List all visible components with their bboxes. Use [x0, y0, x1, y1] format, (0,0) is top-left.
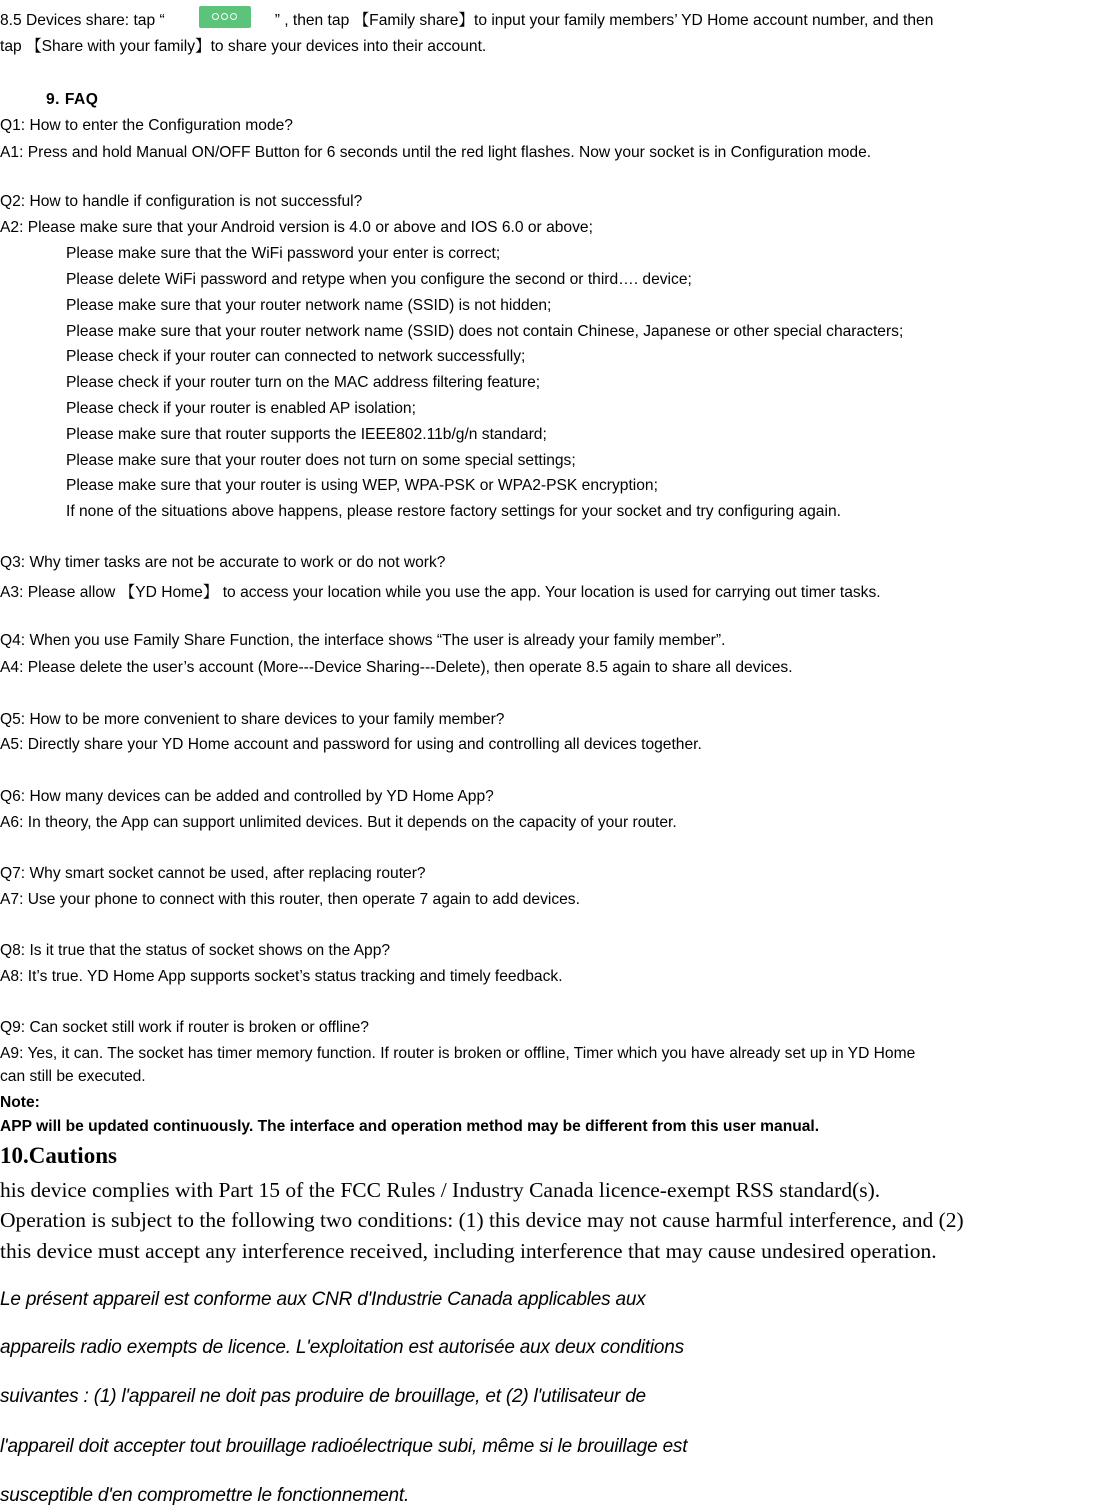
note-text: APP will be updated continuously. The interface and operation method may be different from this user manual. — [0, 1118, 820, 1135]
faq-a2-item: Please check if your router can connected to network successfully; — [66, 348, 526, 365]
faq-a2-item: Please make sure that router supports the IEEE802.11b/g/n standard; — [66, 426, 547, 443]
more-dots-icon — [199, 6, 251, 28]
faq-a5: A5: Directly share your YD Home account and password for using and controlling all devices together. — [0, 736, 702, 753]
faq-a6: A6: In theory, the App can support unlimited devices. But it depends on the capacity of your router. — [0, 814, 677, 831]
cautions-fr-line: Le présent appareil est conforme aux CNR d'Industrie Canada applicables aux — [0, 1289, 646, 1310]
faq-a2-item: Please make sure that the WiFi password your enter is correct; — [66, 245, 501, 262]
faq-a4: A4: Please delete the user’s account (More---Device Sharing---Delete), then operate 8.5 again to share all devices. — [0, 659, 793, 676]
faq-a8: A8: It’s true. YD Home App supports socket’s status tracking and timely feedback. — [0, 968, 563, 985]
faq-a2-item: Please delete WiFi password and retype when you configure the second or third…. device; — [66, 271, 692, 288]
faq-a2: A2: Please make sure that your Android version is 4.0 or above and IOS 6.0 or above; — [0, 219, 593, 236]
faq-a9-line-1: A9: Yes, it can. The socket has timer memory function. If router is broken or offline, Timer which you have already set up in YD Home — [0, 1045, 916, 1062]
faq-q4: Q4: When you use Family Share Function, the interface shows “The user is already your family member”. — [0, 632, 726, 649]
faq-q1: Q1: How to enter the Configuration mode? — [0, 117, 293, 134]
note-label: Note: — [0, 1094, 40, 1111]
share-instruction-line-1 — [0, 8, 933, 32]
faq-q2: Q2: How to handle if configuration is not successful? — [0, 193, 363, 210]
faq-q7: Q7: Why smart socket cannot be used, after replacing router? — [0, 865, 426, 882]
faq-q8: Q8: Is it true that the status of socket shows on the App? — [0, 942, 391, 959]
cautions-title: 10.Cautions — [0, 1143, 117, 1168]
cautions-fr-line: susceptible d'en compromettre le fonctionnement. — [0, 1485, 410, 1506]
faq-a1: A1: Press and hold Manual ON/OFF Button for 6 seconds until the red light flashes. Now your socket is in Configuration mode. — [0, 144, 872, 161]
cautions-en-line: this device must accept any interference received, including interference that may cause undesired operation. — [0, 1239, 937, 1263]
faq-a9-line-2: can still be executed. — [0, 1068, 146, 1085]
faq-a2-item: Please check if your router turn on the MAC address filtering feature; — [66, 374, 541, 391]
faq-q5: Q5: How to be more convenient to share devices to your family member? — [0, 711, 505, 728]
cautions-fr-line: l'appareil doit accepter tout brouillage radioélectrique subi, même si le brouillage est — [0, 1436, 688, 1457]
faq-a2-item: Please make sure that your router is using WEP, WPA-PSK or WPA2-PSK encryption; — [66, 477, 658, 494]
faq-q6: Q6: How many devices can be added and controlled by YD Home App? — [0, 788, 494, 805]
faq-a2-item: Please make sure that your router does not turn on some special settings; — [66, 452, 576, 469]
share-text-after-icon: ” , then tap 【Family share】to input your family members’ YD Home account number, and then — [274, 12, 934, 29]
share-text-before-icon: 8.5 Devices share: tap “ — [0, 12, 165, 29]
faq-a2-item: Please make sure that your router network name (SSID) does not contain Chinese, Japanese or other special characters; — [66, 323, 904, 340]
faq-a2-item: Please check if your router is enabled AP isolation; — [66, 400, 416, 417]
share-instruction-line-2: tap 【Share with your family】to share your devices into their account. — [0, 38, 487, 55]
faq-a3: A3: Please allow 【YD Home】 to access your location while you use the app. Your location is used for carrying out timer tasks. — [0, 584, 881, 601]
faq-q9: Q9: Can socket still work if router is broken or offline? — [0, 1019, 369, 1036]
cautions-fr-line: appareils radio exempts de licence. L'exploitation est autorisée aux deux conditions — [0, 1337, 684, 1358]
cautions-fr-line: suivantes : (1) l'appareil ne doit pas produire de brouillage, et (2) l'utilisateur de — [0, 1386, 646, 1407]
cautions-en-line: his device complies with Part 15 of the FCC Rules / Industry Canada licence-exempt RSS standard(s). — [0, 1178, 881, 1202]
faq-heading: 9. FAQ — [46, 91, 99, 108]
faq-a7: A7: Use your phone to connect with this router, then operate 7 again to add devices. — [0, 891, 580, 908]
faq-a2-item: If none of the situations above happens, please restore factory settings for your socket and try configuring again. — [66, 503, 841, 520]
faq-q3: Q3: Why timer tasks are not be accurate to work or do not work? — [0, 554, 446, 571]
faq-a2-item: Please make sure that your router network name (SSID) is not hidden; — [66, 297, 552, 314]
cautions-en-line: Operation is subject to the following two conditions: (1) this device may not cause harmful interference, and (2) — [0, 1208, 964, 1232]
